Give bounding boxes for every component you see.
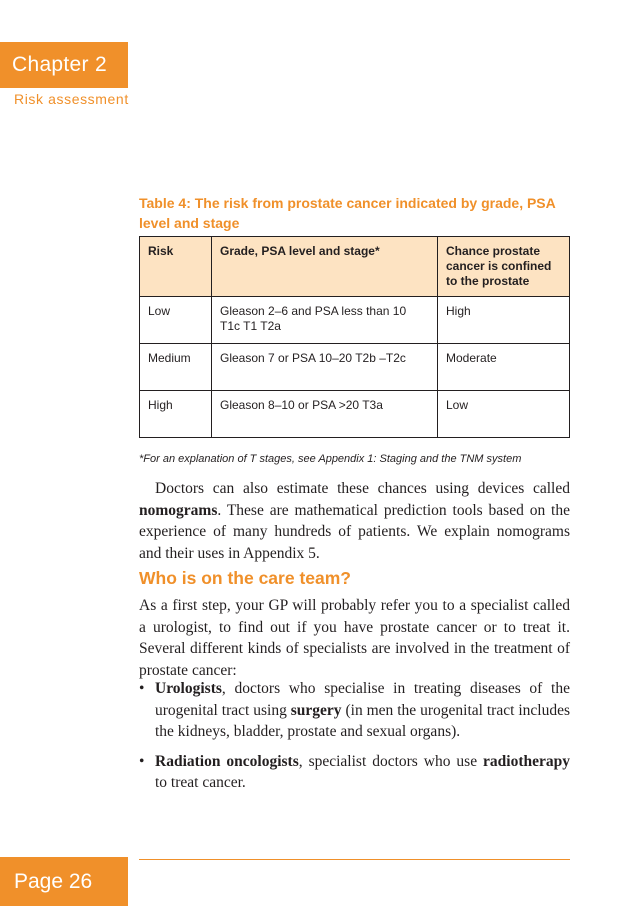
cell-grade: Gleason 8–10 or PSA >20 T3a xyxy=(212,391,438,438)
list-item xyxy=(139,751,570,794)
footer-divider xyxy=(139,859,570,860)
bullet-icon: • xyxy=(139,680,145,697)
section-label: Risk assessment xyxy=(14,91,129,107)
cell-risk: High xyxy=(140,391,212,438)
bold-term: Radiation oncologists xyxy=(155,752,299,770)
cell-grade: Gleason 2–6 and PSA less than 10 T1c T1 T2a xyxy=(212,297,438,344)
list-text: to treat cancer. xyxy=(155,774,246,791)
bold-term-nomograms: nomograms xyxy=(139,501,218,519)
table-row xyxy=(140,391,570,438)
risk-table xyxy=(139,236,570,438)
table-row xyxy=(140,297,570,344)
cell-chance: Low xyxy=(438,391,570,438)
cell-risk: Low xyxy=(140,297,212,344)
care-team-intro: As a first step, your GP will probably refer you to a specialist called a urologist, to find out if you have prostate cancer or to treat it. Several different kinds of specialists are involved in the treatment of prostate cancer: xyxy=(139,597,570,679)
page-number-tab: Page 26 xyxy=(0,857,128,906)
bold-term: Urologists xyxy=(155,680,222,697)
table-header-row xyxy=(140,237,570,297)
table-footnote: *For an explanation of T stages, see Appendix 1: Staging and the TNM system xyxy=(139,453,522,465)
nomograms-paragraph xyxy=(139,478,570,564)
header-chance: Chance prostate cancer is confined to the prostate xyxy=(438,237,570,297)
cell-chance: Moderate xyxy=(438,344,570,391)
list-text: , specialist doctors who use xyxy=(298,752,484,770)
table-caption: Table 4: The risk from prostate cancer indicated by grade, PSA level and stage xyxy=(139,195,556,231)
cell-chance: High xyxy=(438,297,570,344)
specialist-list xyxy=(139,678,570,802)
care-team-heading: Who is on the care team? xyxy=(139,568,351,588)
header-grade: Grade, PSA level and stage* xyxy=(212,237,438,297)
header-risk: Risk xyxy=(140,237,212,297)
table-row xyxy=(140,344,570,391)
cell-grade: Gleason 7 or PSA 10–20 T2b –T2c xyxy=(212,344,438,391)
paragraph-text: . These are mathematical prediction tools based on the experience of many hundreds of patients. We explain nomograms and their uses in Appendix 5. xyxy=(139,501,570,562)
bold-term: surgery xyxy=(290,701,342,719)
cell-risk: Medium xyxy=(140,344,212,391)
bold-term: radiotherapy xyxy=(483,752,570,770)
list-item xyxy=(139,678,570,743)
chapter-tab: Chapter 2 xyxy=(0,42,128,88)
paragraph-text: Doctors can also estimate these chances using devices called xyxy=(155,480,570,497)
list-text: (in men the urogenital tract includes the kidneys, bladder, prostate and sexual organs). xyxy=(155,701,570,740)
bullet-icon: • xyxy=(139,752,145,770)
list-text: , doctors who specialise in treating diseases of the urogenital tract using xyxy=(155,680,570,719)
